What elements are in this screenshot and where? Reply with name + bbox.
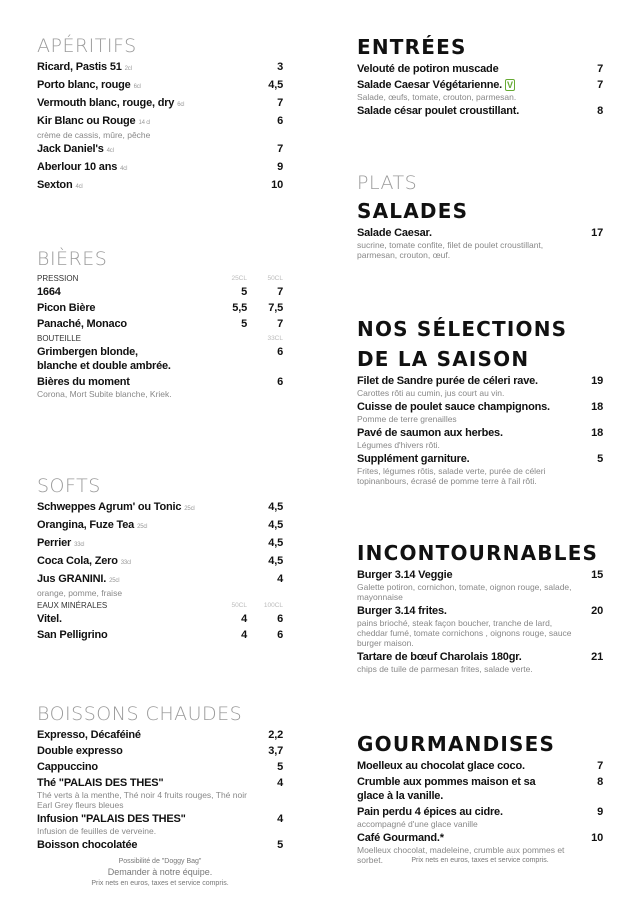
item-name <box>357 78 567 92</box>
menu-item-row <box>357 568 603 582</box>
menu-item <box>357 568 603 602</box>
menu-item <box>357 604 603 648</box>
item-name-text: Velouté de potiron muscade <box>357 63 499 75</box>
item-size: 14 cl <box>138 120 151 126</box>
menu-item-row <box>37 96 283 112</box>
item-name <box>357 831 567 845</box>
item-name <box>357 400 567 414</box>
item-name-text: Burger 3.14 Veggie <box>357 569 453 581</box>
item-name-text: Aberlour 10 ans <box>37 161 118 173</box>
item-price: 5 <box>241 318 247 330</box>
item-name <box>37 628 211 642</box>
item-name <box>357 604 567 618</box>
item-name <box>357 226 567 240</box>
menu-item <box>37 812 283 836</box>
menu-item-row <box>357 805 603 819</box>
item-price: 20 <box>591 605 603 617</box>
item-price: 5 <box>241 286 247 298</box>
menu-item <box>37 160 283 176</box>
item-size: 4cl <box>75 184 83 190</box>
menu-item <box>357 400 603 424</box>
item-name <box>357 426 567 440</box>
item-description: Galette potiron, cornichon, tomate, oignon rouge, salade, mayonnaise <box>357 582 572 602</box>
menu-item-row <box>357 650 603 664</box>
column-size: 50CL <box>267 275 283 282</box>
section-aperitifs <box>37 34 283 196</box>
section-gourmandises <box>357 729 603 867</box>
item-name <box>357 452 567 466</box>
section-title: BIÈRES <box>37 248 108 270</box>
menu-item <box>37 760 283 774</box>
item-price: 9 <box>277 161 283 173</box>
item-price: 18 <box>591 401 603 413</box>
item-description: Carottes rôti au cumin, jus court au vin. <box>357 388 505 398</box>
item-price: 4,5 <box>268 555 283 567</box>
section-salades <box>357 196 603 262</box>
menu-item <box>37 500 283 516</box>
item-size: 4cl <box>120 166 128 172</box>
item-name <box>37 285 211 299</box>
item-size: 6cl <box>133 84 141 90</box>
item-name <box>37 375 211 389</box>
item-description: accompagné d'une glace vanille <box>357 819 478 829</box>
item-name-text: Pain perdu 4 épices au cidre. <box>357 806 503 818</box>
menu-item-row <box>357 62 603 76</box>
menu-item-row <box>357 604 603 618</box>
item-price: 7 <box>277 97 283 109</box>
menu-item <box>37 317 283 331</box>
menu-item-row <box>357 226 603 240</box>
menu-item <box>37 345 283 373</box>
item-price: 9 <box>597 806 603 818</box>
menu-item <box>37 838 283 852</box>
item-price: 7 <box>597 63 603 75</box>
section-softs <box>37 474 283 644</box>
group-label: PRESSION <box>37 274 79 283</box>
item-name <box>37 114 247 130</box>
section-title: SALADES <box>357 199 469 223</box>
menu-item <box>37 518 283 534</box>
menu-item-row <box>37 285 283 299</box>
item-name <box>37 500 247 516</box>
item-name <box>37 345 211 373</box>
item-price: 7 <box>597 79 603 91</box>
menu-item-row <box>37 375 283 389</box>
menu-item <box>357 426 603 450</box>
item-name <box>37 301 211 315</box>
menu-item-row <box>357 775 603 803</box>
item-size: 25cl <box>109 578 120 584</box>
menu-item <box>357 805 603 829</box>
menu-item-row <box>37 160 283 176</box>
item-price-large: 7 <box>277 286 283 298</box>
item-price: 15 <box>591 569 603 581</box>
item-price-large: 6 <box>277 629 283 641</box>
menu-item <box>357 650 603 674</box>
item-name <box>357 805 567 819</box>
item-price: 4 <box>277 777 283 789</box>
item-name <box>357 104 567 118</box>
section-bieres <box>37 247 283 401</box>
item-name-text: San Pelligrino <box>37 629 108 641</box>
menu-item-row <box>37 536 283 552</box>
item-price: 5,5 <box>232 302 247 314</box>
section-boissons-chaudes <box>37 702 283 854</box>
menu-item-row <box>37 776 283 790</box>
footer-note-left <box>60 856 260 889</box>
menu-item <box>357 452 603 486</box>
item-price: 4 <box>277 573 283 585</box>
item-name <box>37 728 247 742</box>
column-size <box>211 333 247 345</box>
item-price: 5 <box>277 761 283 773</box>
item-description: Corona, Mort Subite blanche, Kriek. <box>37 389 172 399</box>
menu-item-row <box>37 612 283 626</box>
menu-item-row <box>37 500 283 516</box>
item-name-text: Grimbergen blonde, blanche et double ambrée. <box>37 346 171 372</box>
item-description: Pomme de terre grenailles <box>357 414 457 424</box>
menu-item <box>37 114 283 140</box>
item-name-text: Pavé de saumon aux herbes. <box>357 427 503 439</box>
item-price: 18 <box>591 427 603 439</box>
item-price-large: 6 <box>277 376 283 388</box>
menu-item-row <box>357 452 603 466</box>
menu-item-row <box>37 518 283 534</box>
menu-item <box>37 572 283 598</box>
menu-item-row <box>37 554 283 570</box>
menu-item-row <box>37 301 283 315</box>
item-size: 25cl <box>184 506 195 512</box>
column-size: 100CL <box>263 602 283 609</box>
menu-item <box>357 759 603 773</box>
item-name-text: Panaché, Monaco <box>37 318 127 330</box>
item-size: 33cl <box>74 542 85 548</box>
item-price: 4 <box>241 613 247 625</box>
doggy-bag-note: Possibilité de "Doggy Bag" <box>118 858 202 865</box>
section-title: PLATS <box>357 172 418 194</box>
section-title: GOURMANDISES <box>357 732 556 756</box>
item-description: chips de tuile de parmesan frites, salade verte. <box>357 664 533 674</box>
section-plats <box>357 171 603 197</box>
item-description: crème de cassis, mûre, pêche <box>37 130 151 140</box>
item-size: 25cl <box>137 524 148 530</box>
group-label: EAUX MINÉRALES <box>37 601 108 610</box>
item-name-text: Salade césar poulet croustillant. <box>357 105 520 117</box>
item-price: 21 <box>591 651 603 663</box>
item-price: 4,5 <box>268 79 283 91</box>
item-name-text: Salade Caesar. <box>357 227 432 239</box>
menu-item <box>357 62 603 76</box>
menu-item-row <box>357 374 603 388</box>
item-price-large: 7,5 <box>268 302 283 314</box>
item-price: 3 <box>277 61 283 73</box>
menu-item <box>37 285 283 299</box>
item-name <box>37 744 247 758</box>
menu-item <box>37 301 283 315</box>
item-name-text: Tartare de bœuf Charolais 180gr. <box>357 651 522 663</box>
menu-item-row <box>37 60 283 76</box>
menu-item-row <box>357 831 603 845</box>
item-name-text: Coca Cola, Zero <box>37 555 118 567</box>
menu-item <box>37 78 283 94</box>
item-name <box>357 62 567 76</box>
item-name-text: Vitel. <box>37 613 62 625</box>
menu-item <box>37 744 283 758</box>
menu-item-row <box>37 178 283 194</box>
menu-item-row <box>37 142 283 158</box>
menu-item <box>37 536 283 552</box>
item-name-text: Sexton <box>37 179 73 191</box>
group-header <box>37 333 283 345</box>
menu-item-row <box>37 744 283 758</box>
item-price: 5 <box>597 453 603 465</box>
item-description: Légumes d'hivers rôti. <box>357 440 440 450</box>
item-name <box>37 554 247 570</box>
item-price: 10 <box>591 832 603 844</box>
item-name-text: Jus GRANINI. <box>37 573 107 585</box>
ask-team-note: Demander à notre équipe. <box>107 867 213 877</box>
item-name <box>37 317 211 331</box>
vegetarian-icon: V <box>507 80 513 90</box>
item-name <box>37 536 247 552</box>
item-description: Moelleux chocolat, madeleine, crumble aux pommes et sorbet. <box>357 845 565 865</box>
item-price: 4 <box>277 813 283 825</box>
item-name-text: Expresso, Décaféiné <box>37 729 141 741</box>
menu-item-row <box>37 838 283 852</box>
item-name-text: Cuisse de poulet sauce champignons. <box>357 401 550 413</box>
prices-note: Prix nets en euros, taxes et service compris. <box>91 880 229 887</box>
item-name-text: Supplément garniture. <box>357 453 470 465</box>
menu-item <box>357 374 603 398</box>
group-header <box>37 273 283 285</box>
item-name <box>37 78 247 94</box>
item-size: 2cl <box>124 66 132 72</box>
menu-item <box>357 226 603 260</box>
menu-item <box>37 96 283 112</box>
item-price: 4,5 <box>268 537 283 549</box>
menu-item-row <box>37 345 283 373</box>
menu-item-row <box>357 400 603 414</box>
menu-item <box>37 60 283 76</box>
section-title: BOISSONS CHAUDES <box>37 703 243 725</box>
item-price: 7 <box>597 760 603 772</box>
menu-item <box>357 775 603 803</box>
item-price: 8 <box>597 105 603 117</box>
item-size: 4cl <box>106 148 114 154</box>
item-size: 6cl <box>177 102 185 108</box>
item-description: pains brioché, steak façon boucher, tranche de lard, cheddar fumé, tomate cornichons , oignons rouge, sauce burger maison. <box>357 618 572 648</box>
menu-item-row <box>37 78 283 94</box>
menu-item <box>357 78 603 102</box>
item-price-large: 7 <box>277 318 283 330</box>
section-entrees <box>357 32 603 120</box>
menu-item <box>37 612 283 626</box>
menu-item-row <box>37 728 283 742</box>
item-description: Thé verts à la menthe, Thé noir 4 fruits rouges, Thé noir Earl Grey fleurs bleues <box>37 790 247 810</box>
item-name-text: Burger 3.14 frites. <box>357 605 447 617</box>
item-name <box>357 374 567 388</box>
item-name-text: Moelleux au chocolat glace coco. <box>357 760 525 772</box>
item-name <box>37 96 247 112</box>
item-price: 2,2 <box>268 729 283 741</box>
item-name-text: Crumble aux pommes maison et sa glace à la vanille. <box>357 776 536 802</box>
item-price: 19 <box>591 375 603 387</box>
item-description: Infusion de feuilles de verveine. <box>37 826 157 836</box>
menu-item <box>37 776 283 810</box>
item-description: Salade, œufs, tomate, crouton, parmesan. <box>357 92 517 102</box>
menu-item-row <box>37 628 283 642</box>
item-price: 7 <box>277 143 283 155</box>
item-price: 4,5 <box>268 501 283 513</box>
footer-note-right <box>380 855 580 866</box>
item-name <box>37 142 247 158</box>
item-price-large: 6 <box>277 346 283 358</box>
item-name <box>37 60 247 76</box>
menu-item-row <box>37 317 283 331</box>
menu-item-row <box>357 78 603 92</box>
item-name <box>37 612 211 626</box>
item-name-text: Kir Blanc ou Rouge <box>37 115 136 127</box>
item-name <box>357 775 567 803</box>
item-name-text: Boisson chocolatée <box>37 839 138 851</box>
menu-item-row <box>37 114 283 130</box>
item-price: 5 <box>277 839 283 851</box>
item-price: 3,7 <box>268 745 283 757</box>
item-name-text: Cappuccino <box>37 761 98 773</box>
menu-item-row <box>37 760 283 774</box>
item-size: 33cl <box>120 560 131 566</box>
menu-item-row <box>37 572 283 588</box>
menu-item <box>357 104 603 118</box>
menu-item-row <box>37 812 283 826</box>
item-name <box>37 776 247 790</box>
item-name-text: Ricard, Pastis 51 <box>37 61 122 73</box>
item-name-text: Perrier <box>37 537 72 549</box>
item-price: 4 <box>241 629 247 641</box>
menu-item <box>37 178 283 194</box>
item-price-large: 6 <box>277 613 283 625</box>
menu-item-row <box>357 104 603 118</box>
item-name <box>37 812 247 826</box>
column-size: 50CL <box>231 602 247 609</box>
item-price: 10 <box>271 179 283 191</box>
item-name-text: Infusion "PALAIS DES THES" <box>37 813 186 825</box>
group-header <box>37 600 283 612</box>
item-name <box>37 160 247 176</box>
item-price: 6 <box>277 115 283 127</box>
menu-item-row <box>357 426 603 440</box>
item-name <box>357 650 567 664</box>
item-name <box>357 759 567 773</box>
item-name <box>37 178 247 194</box>
prices-note: Prix nets en euros, taxes et service compris. <box>411 857 549 864</box>
section-title: INCONTOURNABLES <box>357 541 599 565</box>
menu-item <box>37 628 283 642</box>
item-name-text: Café Gourmand.* <box>357 832 444 844</box>
item-name-text: Picon Bière <box>37 302 96 314</box>
item-name-text: Thé "PALAIS DES THES" <box>37 777 164 789</box>
item-name <box>37 572 247 588</box>
item-name-text: Salade Caesar Végétarienne. <box>357 79 503 91</box>
column-size: 25CL <box>231 275 247 282</box>
menu-item <box>37 728 283 742</box>
item-price: 4,5 <box>268 519 283 531</box>
menu-item <box>37 554 283 570</box>
column-size: 33CL <box>267 335 283 342</box>
item-name-text: Filet de Sandre purée de céleri rave. <box>357 375 538 387</box>
section-title: APÉRITIFS <box>37 35 137 57</box>
item-name-text: Vermouth blanc, rouge, dry <box>37 97 175 109</box>
item-name <box>37 518 247 534</box>
item-name <box>37 838 247 852</box>
section-title: ENTRÉES <box>357 35 467 59</box>
section-incontournables <box>357 538 603 676</box>
item-name <box>357 568 567 582</box>
item-price: 8 <box>597 776 603 788</box>
item-name-text: Schweppes Agrum' ou Tonic <box>37 501 182 513</box>
item-name-text: Jack Daniel's <box>37 143 104 155</box>
section-selections <box>357 314 603 488</box>
menu-item <box>37 142 283 158</box>
menu-item-row <box>357 759 603 773</box>
item-description: Frites, légumes rôtis, salade verte, purée de céleri topinanbours, écrasé de pomme terre à l'ail rôti. <box>357 466 546 486</box>
item-description: orange, pomme, fraise <box>37 588 123 598</box>
group-label: BOUTEILLE <box>37 334 82 343</box>
item-name <box>37 760 247 774</box>
item-name-text: Bières du moment <box>37 376 130 388</box>
item-name-text: Porto blanc, rouge <box>37 79 131 91</box>
item-name-text: Orangina, Fuze Tea <box>37 519 135 531</box>
item-name-text: 1664 <box>37 286 61 298</box>
section-title: SOFTS <box>37 475 101 497</box>
section-title: NOS SÉLECTIONS DE LA SAISON <box>357 317 568 371</box>
item-description: sucrine, tomate confite, filet de poulet croustillant, parmesan, crouton, œuf. <box>357 240 544 260</box>
item-name-text: Double expresso <box>37 745 123 757</box>
menu-item <box>37 375 283 399</box>
item-price: 17 <box>591 227 603 239</box>
